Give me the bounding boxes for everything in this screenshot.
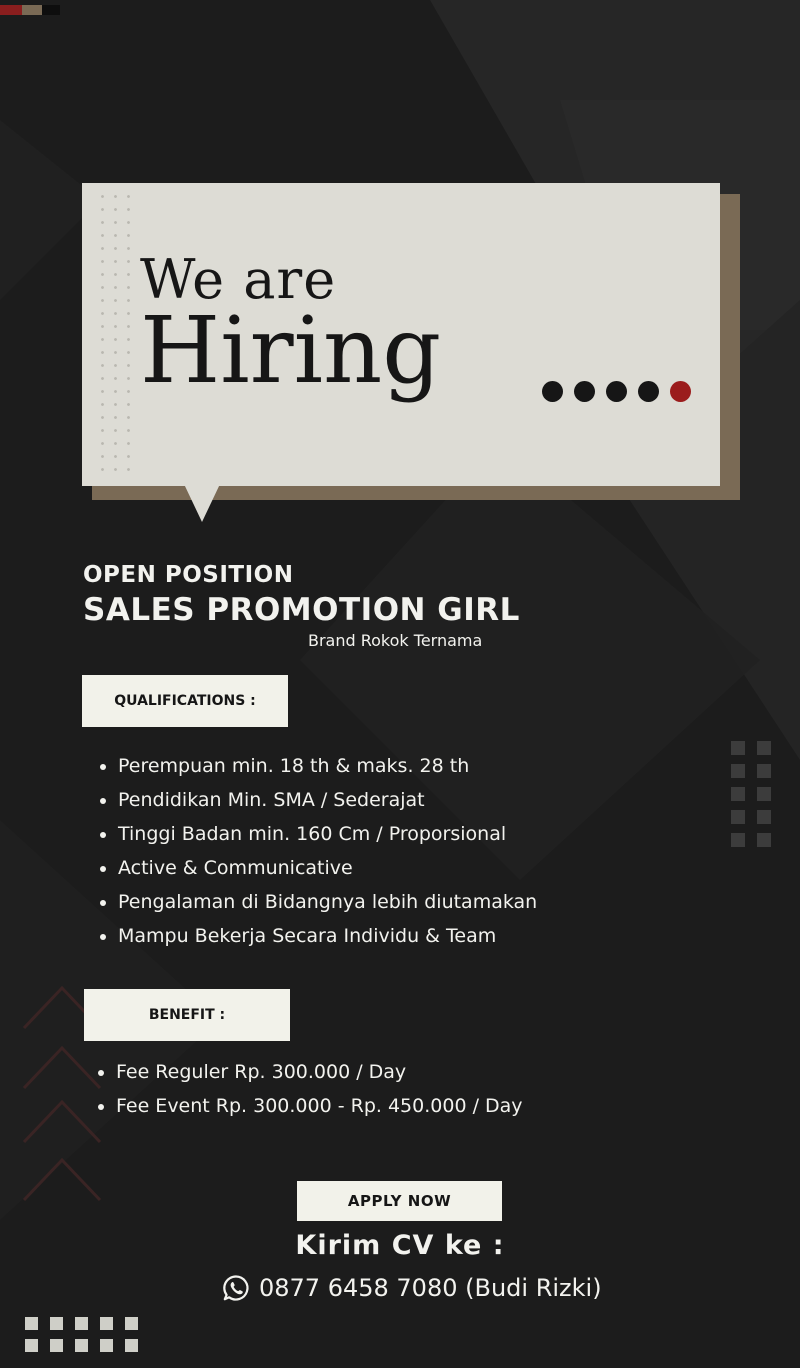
headline-hiring: Hiring (140, 297, 442, 404)
benefit-label: BENEFIT : (84, 989, 290, 1041)
job-title: SALES PROMOTION GIRL (83, 592, 520, 628)
dot (542, 381, 563, 402)
list-item: Pengalaman di Bidangnya lebih diutamakan (118, 885, 537, 919)
list-item: Active & Communicative (118, 851, 537, 885)
apply-now-button[interactable]: APPLY NOW (297, 1181, 502, 1221)
list-item: Tinggi Badan min. 160 Cm / Proporsional (118, 817, 537, 851)
list-item: Fee Reguler Rp. 300.000 / Day (116, 1055, 523, 1089)
list-item: Fee Event Rp. 300.000 - Rp. 450.000 / Day (116, 1089, 523, 1123)
qualifications-label: QUALIFICATIONS : (82, 675, 288, 727)
benefit-list (116, 1055, 523, 1123)
bubble-tail (184, 484, 220, 522)
send-cv-heading: Kirim CV ke : (295, 1230, 505, 1261)
contact-line[interactable] (222, 1270, 602, 1306)
dot (574, 381, 595, 402)
dot-accent (670, 381, 691, 402)
contact-number: 0877 6458 7080 (Budi Rizki) (259, 1274, 602, 1302)
dot (638, 381, 659, 402)
whatsapp-icon (222, 1274, 250, 1302)
qualifications-list (118, 749, 537, 953)
list-item: Pendidikan Min. SMA / Sederajat (118, 783, 537, 817)
job-subtitle: Brand Rokok Ternama (308, 631, 483, 650)
open-position-heading: OPEN POSITION (83, 562, 294, 588)
corner-accent (0, 0, 64, 10)
list-item: Mampu Bekerja Secara Individu & Team (118, 919, 537, 953)
ellipsis-dots (542, 381, 691, 403)
dot (606, 381, 627, 402)
list-item: Perempuan min. 18 th & maks. 28 th (118, 749, 537, 783)
dot-pattern (96, 190, 136, 480)
headline-we-are: We are (140, 248, 337, 311)
